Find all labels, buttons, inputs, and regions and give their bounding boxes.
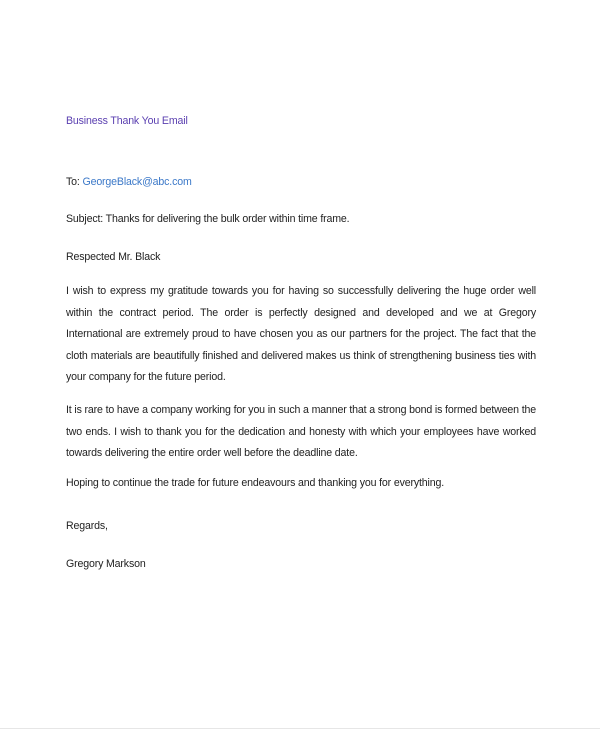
recipient-email-link[interactable]: GeorgeBlack@abc.com — [82, 176, 192, 188]
body-paragraph-3: Hoping to continue the trade for future endeavours and thanking you for everything. — [66, 477, 445, 489]
salutation: Respected Mr. Black — [66, 251, 161, 263]
to-label: To: — [66, 176, 80, 188]
page-edge-divider — [0, 728, 600, 729]
document-title: Business Thank You Email — [66, 115, 188, 127]
closing: Regards, — [66, 520, 108, 532]
body-paragraph-1: I wish to express my gratitude towards you for having so successfully delivering the huge order well within the contract period. The order is perfectly designed and developed and we at Gregory International are extremely proud to have chosen you as our partners for the project. The fact that the cloth materials are beautifully finished and delivered makes us think of strengthening business ties with your company for the future period. — [66, 285, 536, 383]
body-paragraph-2: It is rare to have a company working for you in such a manner that a strong bond is formed between the two ends. I wish to thank you for the dedication and honesty with which your employees have worked towards delivering the entire order well before the deadline date. — [66, 404, 536, 459]
signature-name: Gregory Markson — [66, 558, 146, 570]
email-body — [66, 114, 536, 570]
recipient-line — [66, 175, 192, 189]
subject-line: Subject: Thanks for delivering the bulk order within time frame. — [66, 213, 350, 225]
